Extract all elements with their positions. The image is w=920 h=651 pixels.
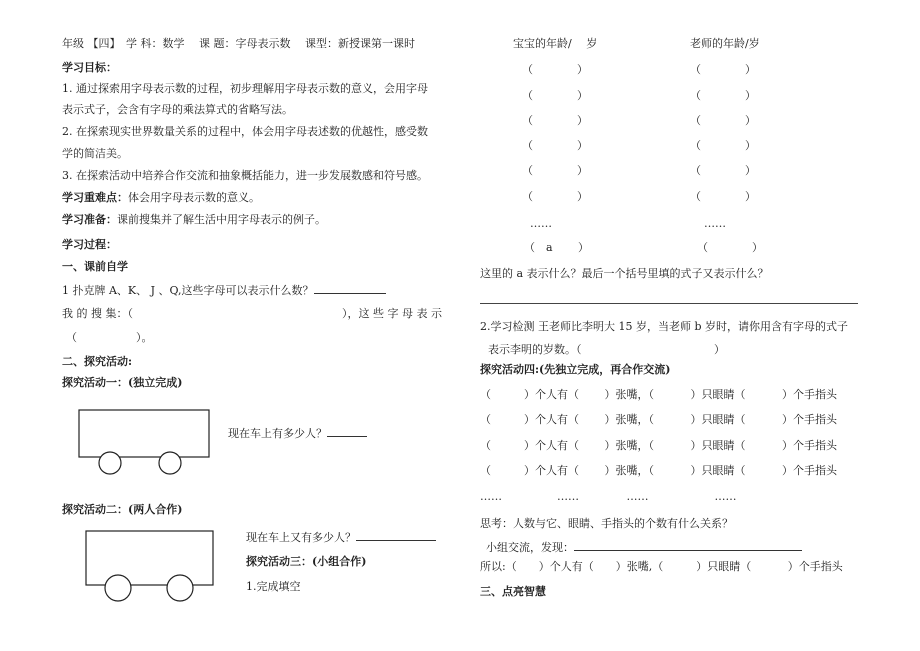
activity-4-row-3: （ ）个人有（ ）张嘴，（ ）只眼睛（ ）个手指头 xyxy=(480,439,837,452)
activity-2-title: 探究活动二：(两人合作) xyxy=(62,503,183,516)
goals-title: 学习目标： xyxy=(62,61,117,74)
teacher-age-blank-6[interactable]: （ ） xyxy=(690,190,756,203)
activity-3-title: 探究活动三：(小组合作) xyxy=(246,555,367,568)
activity-1-question xyxy=(228,426,367,441)
col-teacher-age-header: 老师的年龄/岁 xyxy=(690,37,760,50)
bus-1-wheel-left xyxy=(99,452,121,474)
header-line: 年级 【四】 学 科：数学 课 题：字母表示数 课型：新授课第一课时 xyxy=(62,37,415,50)
teacher-age-dots: …… xyxy=(704,217,726,230)
activity-4-row-4: （ ）个人有（ ）张嘴，（ ）只眼睛（ ）个手指头 xyxy=(480,464,837,477)
baby-age-blank-4[interactable]: （ ） xyxy=(522,139,588,152)
question-a-meaning: 这里的 a 表示什么？最后一个括号里填的式子又表示什么？ xyxy=(480,267,769,280)
goal-1-line-1: 1. 通过探索用字母表示数的过程，初步理解用字母表示数的意义，会用字母 xyxy=(62,82,428,95)
activity-4-dots: …… …… …… …… xyxy=(480,490,737,503)
baby-age-blank-1[interactable]: （ ） xyxy=(522,63,588,76)
bus-1-drawing xyxy=(78,405,213,475)
goal-1-line-2: 表示式子，会含有字母的乘法算式的省略写法。 xyxy=(62,103,293,116)
teacher-age-blank-1[interactable]: （ ） xyxy=(690,63,756,76)
answer-line[interactable] xyxy=(480,303,858,304)
key-label: 学习重难点： xyxy=(62,191,128,204)
key-points xyxy=(62,191,260,205)
question-1 xyxy=(62,283,386,298)
question-2-line-2: 表示李明的岁数。（ xyxy=(488,343,582,356)
activity-2-question xyxy=(246,530,436,545)
paren-open: （ xyxy=(66,331,77,344)
baby-age-blank-6[interactable]: （ ） xyxy=(522,190,588,203)
question-2-line-1: 2.学习检测 王老师比李明大 15 岁，当老师 b 岁时，请你用含有字母的式子 xyxy=(480,320,849,333)
paren-close: ）。 xyxy=(136,331,153,344)
key-text: 体会用字母表示数的意义。 xyxy=(128,191,260,204)
bus-2-drawing xyxy=(85,528,220,603)
baby-age-dots: …… xyxy=(530,217,552,230)
activity-1-blank[interactable] xyxy=(327,426,367,437)
col-baby-age-header: 宝宝的年龄/ 岁 xyxy=(513,37,598,50)
goal-2-line-2: 学的简洁美。 xyxy=(62,147,128,160)
activity-4-row-1: （ ）个人有（ ）张嘴，（ ）只眼睛（ ）个手指头 xyxy=(480,388,837,401)
section-3-title: 三、点亮智慧 xyxy=(480,585,546,598)
discuss-blank[interactable] xyxy=(574,540,802,551)
discuss-line xyxy=(486,540,802,555)
bus-2-body xyxy=(86,531,213,585)
baby-age-blank-a[interactable]: （ a ） xyxy=(524,241,590,254)
section-2-title: 二、探究活动: xyxy=(62,355,133,368)
bus-2-wheel-left xyxy=(105,575,131,601)
activity-4-row-2: （ ）个人有（ ）张嘴，（ ）只眼睛（ ）个手指头 xyxy=(480,413,837,426)
preparation xyxy=(62,213,326,227)
my-collect-open: 我 的 搜 集：（ xyxy=(62,307,133,320)
bus-2-wheel-right xyxy=(167,575,193,601)
question-2-close: ） xyxy=(714,343,725,356)
bus-1-wheel-right xyxy=(159,452,181,474)
goal-2-line-1: 2. 在探索现实世界数量关系的过程中，体会用字母表述数的优越性，感受数 xyxy=(62,125,428,138)
process-title: 学习过程： xyxy=(62,238,117,251)
bus-1-body xyxy=(79,410,209,457)
so-line: 所以:（ ）个人有（ ）张嘴,（ ）只眼睛（ ）个手指头 xyxy=(480,560,843,573)
my-collect-mid: ），这 些 字 母 表 示 xyxy=(342,307,442,320)
baby-age-blank-5[interactable]: （ ） xyxy=(522,164,588,177)
question-1-text: 1 扑克牌 A、K、 J 、Q,这些字母可以表示什么数？ xyxy=(62,284,314,297)
activity-3-subtitle: 1.完成填空 xyxy=(246,580,301,593)
activity-1-title: 探究活动一：(独立完成) xyxy=(62,376,183,389)
question-1-blank[interactable] xyxy=(314,283,386,294)
think-question: 思考：人数与它、眼睛、手指头的个数有什么关系？ xyxy=(480,517,733,530)
teacher-age-blank-4[interactable]: （ ） xyxy=(690,139,756,152)
baby-age-blank-2[interactable]: （ ） xyxy=(522,89,588,102)
activity-2-question-text: 现在车上又有多少人？ xyxy=(246,531,356,544)
prep-text: 课前搜集并了解生活中用字母表示的例子。 xyxy=(117,213,326,226)
section-1-title: 一、课前自学 xyxy=(62,260,128,273)
activity-2-blank[interactable] xyxy=(356,530,436,541)
discuss-text: 小组交流，发现： xyxy=(486,541,574,554)
baby-age-blank-3[interactable]: （ ） xyxy=(522,114,588,127)
activity-1-question-text: 现在车上有多少人？ xyxy=(228,427,327,440)
teacher-age-blank-last[interactable]: （ ） xyxy=(697,241,763,254)
teacher-age-blank-2[interactable]: （ ） xyxy=(690,89,756,102)
teacher-age-blank-3[interactable]: （ ） xyxy=(690,114,756,127)
teacher-age-blank-5[interactable]: （ ） xyxy=(690,164,756,177)
goal-3: 3. 在探索活动中培养合作交流和抽象概括能力，进一步发展数感和符号感。 xyxy=(62,169,428,182)
prep-label: 学习准备： xyxy=(62,213,117,226)
activity-4-title: 探究活动四:(先独立完成，再合作交流) xyxy=(480,363,671,376)
